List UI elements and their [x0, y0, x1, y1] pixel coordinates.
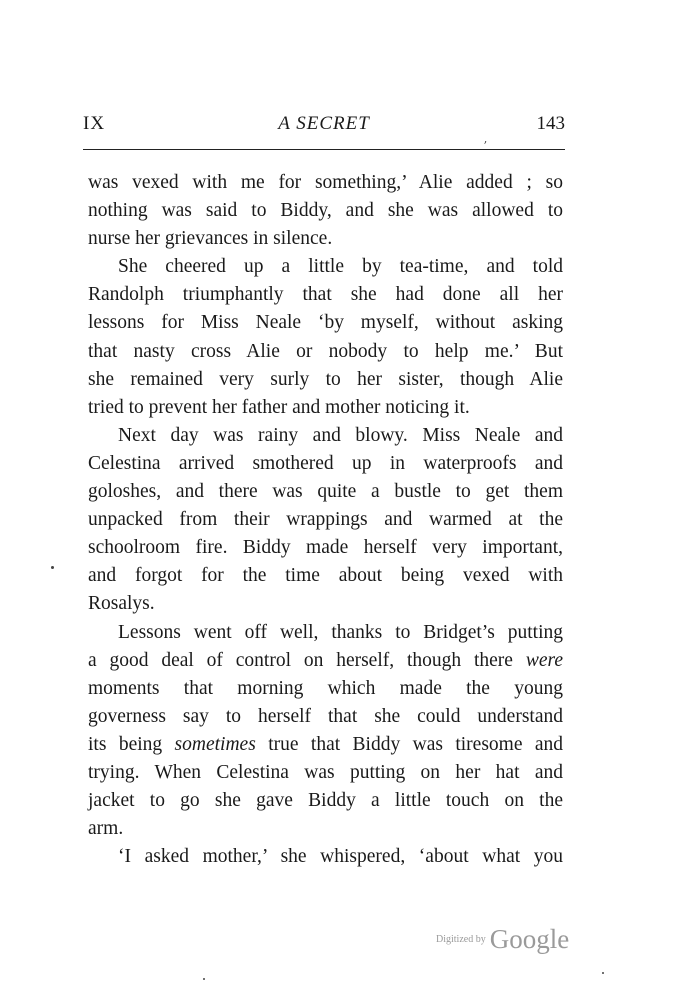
digitized-watermark: [436, 924, 569, 955]
text-line: lessons for Miss Neale ‘by myself, without asking: [88, 312, 563, 334]
text-line: She cheered up a little by tea-time, and told: [118, 256, 563, 278]
text-line: [88, 731, 563, 759]
page-number: 143: [536, 113, 565, 134]
header-rule: [83, 149, 565, 150]
page-speck: [51, 566, 54, 569]
text-line: she remained very surly to her sister, though Alie: [88, 368, 563, 390]
text-line: arm.: [88, 818, 124, 840]
text-line: ‘I asked mother,’ she whispered, ‘about what you: [118, 846, 563, 868]
text-line: Next day was rainy and blowy. Miss Neale and: [118, 424, 563, 446]
text-line: [88, 647, 563, 675]
text-line: Randolph triumphantly that she had done all her: [88, 284, 563, 306]
text-line: tried to prevent her father and mother noticing it.: [88, 396, 470, 418]
text-line: Lessons went off well, thanks to Bridget’s putting: [118, 621, 563, 643]
text-line: was vexed with me for something,’ Alie added ; so: [88, 172, 563, 193]
text-line: Celestina arrived smothered up in waterproofs and: [88, 452, 563, 474]
text-line: jacket to go she gave Biddy a little touch on the: [88, 790, 563, 812]
page-speck: [203, 978, 205, 980]
running-header: [83, 113, 565, 139]
text-segment: its being: [88, 733, 163, 755]
body-text: [88, 169, 563, 871]
watermark-prefix: Digitized by: [436, 934, 486, 945]
chapter-number: IX: [83, 113, 106, 134]
text-line: goloshes, and there was quite a bustle to get them: [88, 481, 563, 503]
running-title: A SECRET: [278, 113, 370, 134]
italic-word: were: [525, 649, 564, 671]
text-line: Rosalys.: [88, 593, 155, 615]
text-line: nurse her grievances in silence.: [88, 228, 333, 250]
page-speck: [602, 972, 604, 974]
italic-word: sometimes: [174, 733, 256, 755]
text-line: nothing was said to Biddy, and she was allowed to: [88, 200, 563, 222]
text-line: that nasty cross Alie or nobody to help me.’ But: [88, 340, 563, 362]
text-line: schoolroom fire. Biddy made herself very important,: [88, 537, 563, 559]
text-line: trying. When Celestina was putting on her hat and: [88, 761, 563, 783]
text-line: governess say to herself that she could understand: [88, 705, 563, 727]
text-segment: true that Biddy was tiresome and: [268, 733, 564, 755]
text-line: unpacked from their wrappings and warmed at the: [88, 509, 563, 531]
text-segment: a good deal of control on herself, though there: [88, 649, 513, 671]
text-line: and forgot for the time about being vexed with: [88, 565, 563, 587]
ink-mark: ʼ: [483, 139, 487, 153]
text-line: moments that morning which made the young: [88, 677, 563, 699]
watermark-brand-logo: Google: [489, 924, 570, 954]
